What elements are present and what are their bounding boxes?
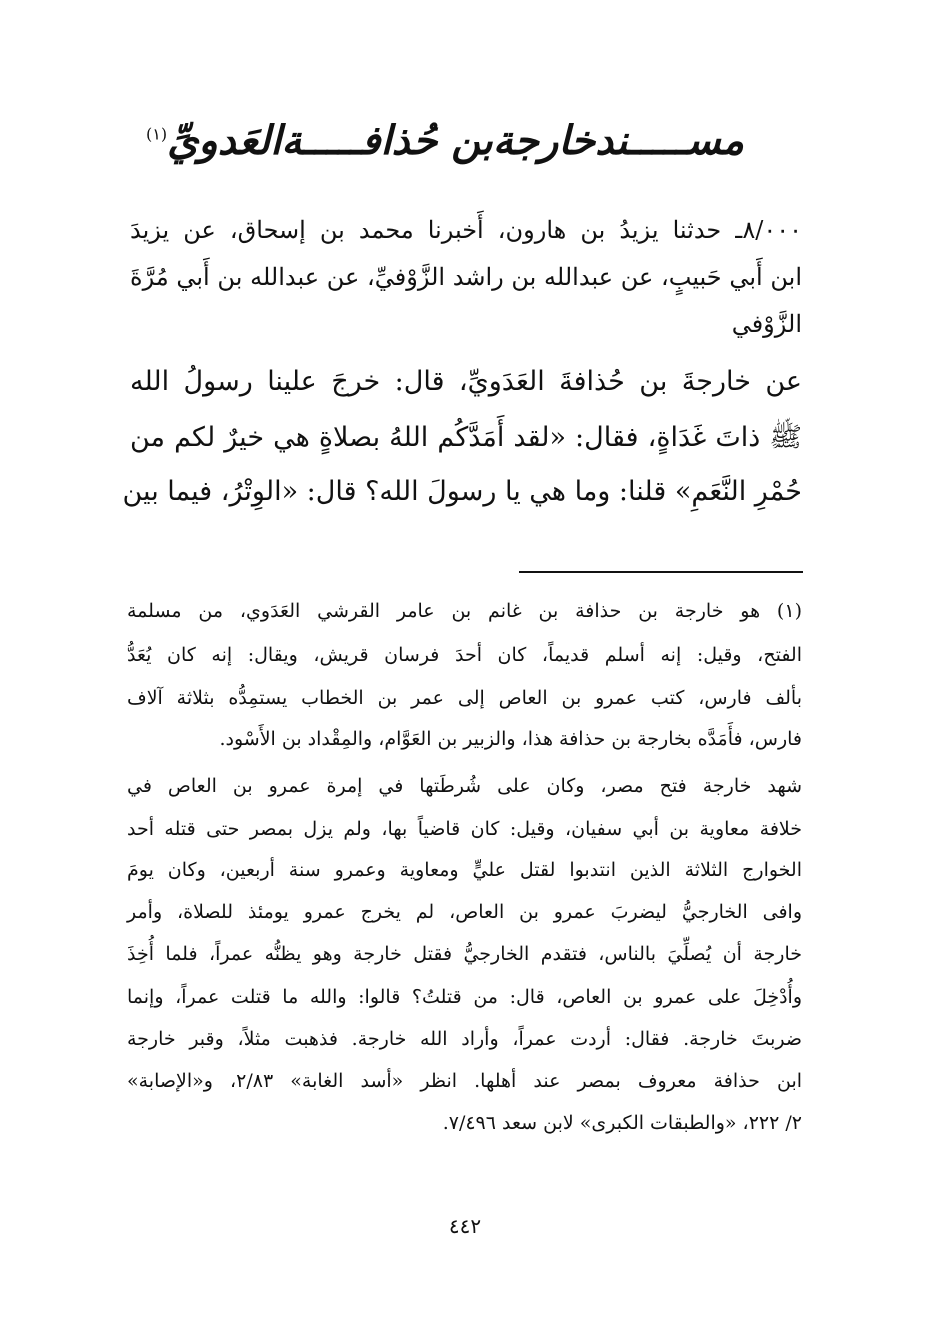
footnote-separator — [519, 571, 803, 573]
footnote-line: شهد خارجة فتح مصر، وكان على شُرطَتها في إمرة عمرو بن العاص في — [127, 775, 802, 797]
hadith-chain-line: ابن أَبي حَبيبٍ، عن عبدالله بن راشد الزَّوْفيِّ، عن عبدالله بن أَبي مُرَّةَ — [130, 263, 802, 291]
heading-title-text: مســـــندخارجةبن حُذافـــــةالعَدويِّ — [167, 116, 744, 164]
footnote-line: ٢/ ٢٢٢، «والطبقات الكبرى» لابن سعد ٧/٤٩٦. — [442, 1112, 802, 1134]
footnote-line: وافى الخارجيُّ ليضربَ عمرو بن العاص، لم يخرج عمرو يومئذ للصلاة، وأمر — [127, 901, 802, 923]
section-heading — [146, 105, 744, 175]
footnote-line: فارس، فأَمَدَّه بخارجة بن حذافة هذا، والزبير بن العَوَّام، والمِقْداد بن الأَسْود. — [219, 728, 802, 750]
footnote-line: (١) هو خارجة بن حذافة بن غانم بن عامر القرشي العَدَوي، من مسلمة — [127, 600, 802, 622]
footnote-line: ابن حذافة معروف بمصر عند أهلها. انظر «أسد الغابة» ٢/٨٣، و«الإصابة» — [127, 1070, 803, 1092]
hadith-text-line: عن خارجةَ بن حُذافةَ العَدَويِّ، قال: خرجَ علينا رسولُ الله — [130, 366, 802, 397]
footnote-line: وأُدْخِلَ على عمرو بن العاص، قال: من قتلتُ؟ قالوا: والله ما قتلت عمراً، وإنما — [127, 986, 802, 1008]
footnote-line: خلافة معاوية بن أبي سفيان، وقيل: كان قاضياً بها، ولم يزل بمصر حتى قتله أحد — [127, 818, 802, 840]
hadith-text-line: حُمْرِ النَّعَمِ» قلنا: وما هي يا رسولَ الله؟ قال: «الوِتْرُ، فيما بين — [122, 476, 802, 507]
heading-footnote-marker: (١) — [146, 124, 168, 144]
hadith-text-line: ﷺ ذاتَ غَدَاةٍ، فقال: «لقد أَمَدَّكُم اللهُ بصلاةٍ هي خيرٌ لكم من — [130, 422, 802, 453]
section-heading-title — [146, 117, 744, 164]
footnote-line: ضربتَ خارجة. فقال: أردت عمراً، وأراد الله خارجة. فذهبت مثلاً، وقبر خارجة — [127, 1028, 802, 1050]
hadith-chain-line: الزَّوْفي — [731, 310, 802, 338]
footnote-line: بألف فارس، كتب عمرو بن العاص إلى عمر بن الخطاب يستمِدُّه بثلاثة آلاف — [127, 687, 802, 709]
footnote-line: الفتح، وقيل: إنه أسلم قديماً، كان أحدَ فرسان قريش، ويقال: إنه كان يُعَدُّ — [127, 644, 802, 666]
footnote-line: خارجة أن يُصلِّيَ بالناس، فتقدم الخارجيُّ فقتل خارجة وهو يظنُّه عمراً، فلما أُخِذَ — [127, 943, 802, 965]
page-number: ٤٤٢ — [448, 1214, 482, 1238]
footnote-line: الخوارج الثلاثة الذين انتدبوا لقتل عليٍّ ومعاوية وعمرو سنة أربعين، وكان يومَ — [127, 859, 802, 881]
hadith-chain-line: ٨/٠٠٠ـ حدثنا يزيدُ بن هارون، أَخبرنا محمد بن إسحاق، عن يزيدَ — [130, 216, 802, 244]
